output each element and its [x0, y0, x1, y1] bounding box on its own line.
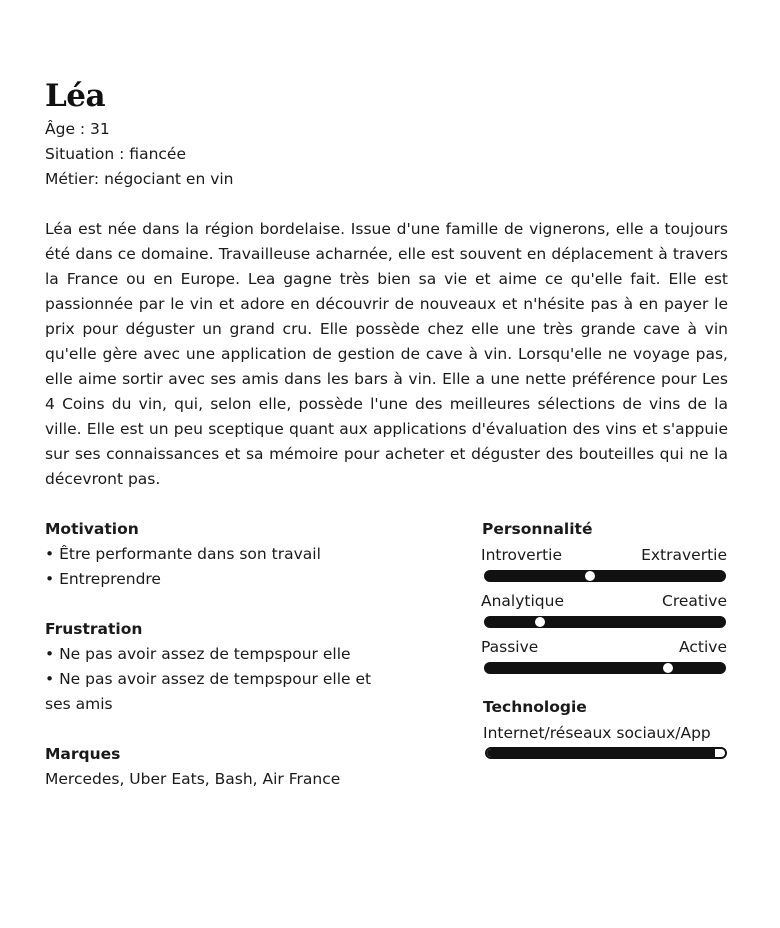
technology-bar-fill [487, 749, 715, 757]
personality-title: Personnalité [482, 520, 593, 538]
personality-scale-introvert-extravert [481, 544, 727, 582]
frustration-list [45, 642, 385, 717]
technology-label: Internet/réseaux sociaux/App [483, 724, 711, 742]
persona-info [45, 117, 234, 192]
slider-knob [662, 662, 674, 674]
personality-slider [484, 570, 726, 582]
personality-slider [484, 616, 726, 628]
scale-right-label: Extravertie [641, 546, 727, 564]
frustration-item: • Ne pas avoir assez de tempspour elle et ses amis [45, 670, 372, 713]
personality-scale-analytic-creative [481, 590, 727, 628]
motivation-title: Motivation [45, 520, 139, 538]
scale-left-label: Analytique [481, 592, 564, 610]
age-text: Âge : 31 [45, 120, 110, 138]
scale-right-label: Active [679, 638, 727, 656]
frustration-title: Frustration [45, 620, 143, 638]
persona-name: Léa [45, 78, 106, 114]
situation-text: Situation : fiancée [45, 145, 186, 163]
motivation-list [45, 542, 385, 592]
motivation-item: • Être performante dans son travail [45, 545, 321, 563]
scale-left-label: Introvertie [481, 546, 562, 564]
technology-bar [485, 747, 727, 759]
frustration-section [45, 617, 385, 717]
motivation-section [45, 517, 385, 592]
slider-knob [584, 570, 596, 582]
technology-title: Technologie [483, 698, 587, 716]
left-column [45, 517, 385, 792]
personality-scale-passive-active [481, 636, 727, 674]
right-column [481, 518, 727, 759]
personality-slider [484, 662, 726, 674]
slider-knob [534, 616, 546, 628]
brands-section [45, 742, 385, 792]
persona-bio: Léa est née dans la région bordelaise. Issue d'une famille de vignerons, elle a toujours été dans ce domaine. Travailleuse acharnée, elle est souvent en déplacement à travers la France ou en Europe. Lea gagne très bien sa vie et aime ce qu'elle fait. Elle est passionnée par le vin et adore en découvrir de nouveaux et n'hésite pas à en payer le prix pour déguster un grand cru. Elle possède chez elle une très grande cave à vin qu'elle gère avec une application de gestion de cave à vin. Lorsqu'elle ne voyage pas, elle aime sortir avec ses amis dans les bars à vin. Elle a une nette préférence pour Les 4 Coins du vin, qui, selon elle, possède l'une des meilleures sélections de vins de la ville. Elle est un peu sceptique quant aux applications d'évaluation des vins et s'appuie sur ses connaissances et sa mémoire pour acheter et déguster des bouteilles qui ne la décevront pas. [45, 220, 728, 488]
job-text: Métier: négociant en vin [45, 170, 234, 188]
scale-right-label: Creative [662, 592, 727, 610]
brands-title: Marques [45, 745, 121, 763]
frustration-item: • Ne pas avoir assez de tempspour elle [45, 645, 351, 663]
scale-left-label: Passive [481, 638, 539, 656]
brands-text: Mercedes, Uber Eats, Bash, Air France [45, 770, 341, 788]
motivation-item: • Entreprendre [45, 570, 161, 588]
